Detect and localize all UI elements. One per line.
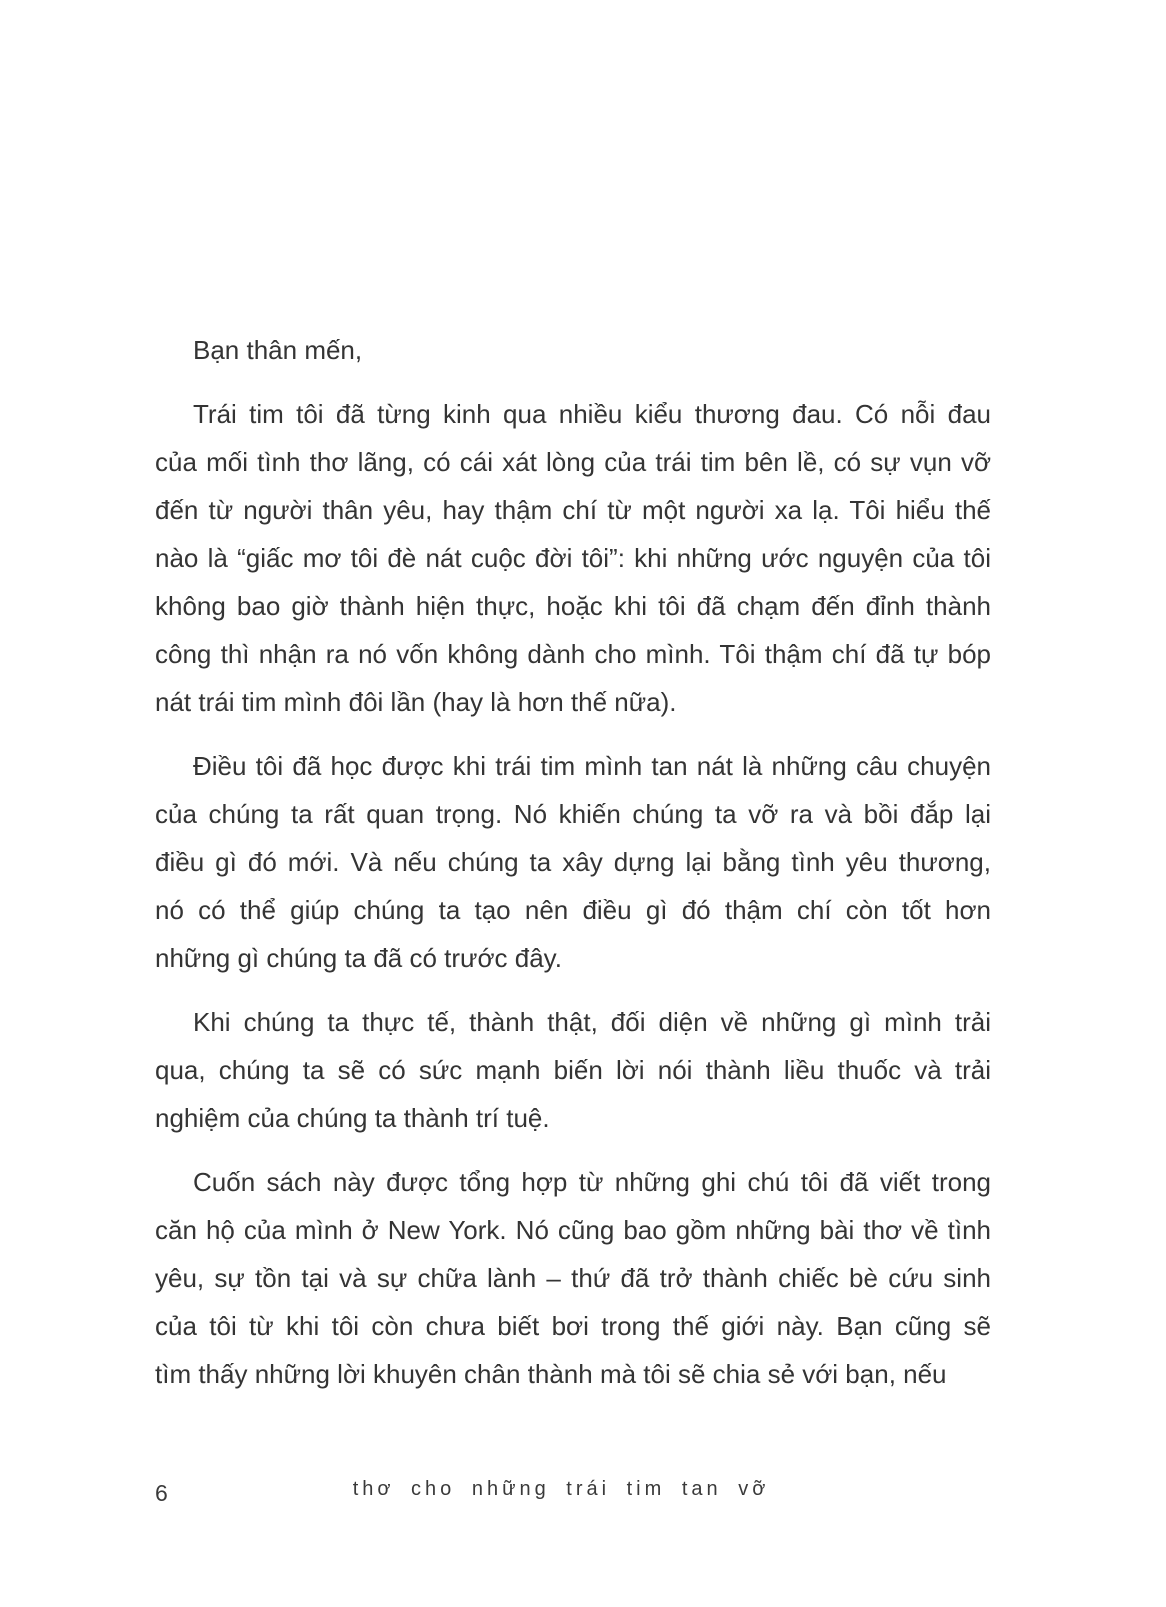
paragraph-3 xyxy=(155,998,991,1142)
text-line: Điều tôi đã học được khi trái tim mình tan nát là những câu chuyện xyxy=(193,751,991,781)
text-line: đến từ người thân yêu, hay thậm chí từ một người xa lạ. Tôi hiểu thế xyxy=(155,495,991,525)
text-line: tìm thấy những lời khuyên chân thành mà tôi sẽ chia sẻ với bạn, nếu xyxy=(155,1359,947,1389)
text-line: công thì nhận ra nó vốn không dành cho mình. Tôi thậm chí đã tự bóp xyxy=(155,639,991,669)
letter-body xyxy=(155,326,991,1414)
text-line: của tôi từ khi tôi còn chưa biết bơi trong thế giới này. Bạn cũng sẽ xyxy=(155,1311,991,1341)
text-line: yêu, sự tồn tại và sự chữa lành – thứ đã trở thành chiếc bè cứu sinh xyxy=(155,1263,991,1293)
paragraph-2 xyxy=(155,742,991,982)
salutation xyxy=(155,326,991,374)
text-line: Cuốn sách này được tổng hợp từ những ghi chú tôi đã viết trong xyxy=(193,1167,991,1197)
text-line: nó có thể giúp chúng ta tạo nên điều gì đó thậm chí còn tốt hơn xyxy=(155,895,991,925)
text-line: Bạn thân mến, xyxy=(193,335,363,365)
paragraph-1 xyxy=(155,390,991,726)
page-number: 6 xyxy=(155,1480,168,1506)
text-line: qua, chúng ta sẽ có sức mạnh biến lời nói thành liều thuốc và trải xyxy=(155,1055,991,1085)
text-line: không bao giờ thành hiện thực, hoặc khi tôi đã chạm đến đỉnh thành xyxy=(155,591,991,621)
text-line: nghiệm của chúng ta thành trí tuệ. xyxy=(155,1103,550,1133)
text-line: của mối tình thơ lãng, có cái xát lòng của trái tim bên lề, có sự vụn vỡ xyxy=(155,447,991,477)
text-line: nào là “giấc mơ tôi đè nát cuộc đời tôi”: khi những ước nguyện của tôi xyxy=(155,543,991,573)
paragraph-4 xyxy=(155,1158,991,1398)
text-line: căn hộ của mình ở New York. Nó cũng bao gồm những bài thơ về tình xyxy=(155,1215,991,1245)
page-footer xyxy=(155,1478,991,1512)
text-line: những gì chúng ta đã có trước đây. xyxy=(155,943,562,973)
text-line: Trái tim tôi đã từng kinh qua nhiều kiểu thương đau. Có nỗi đau xyxy=(193,399,991,429)
text-line: nát trái tim mình đôi lần (hay là hơn thế nữa). xyxy=(155,687,677,717)
running-title: thơ cho những trái tim tan vỡ xyxy=(352,1478,770,1500)
text-line: Khi chúng ta thực tế, thành thật, đối diện về những gì mình trải xyxy=(193,1007,991,1037)
text-line: của chúng ta rất quan trọng. Nó khiến chúng ta vỡ ra và bồi đắp lại xyxy=(155,799,991,829)
text-line: điều gì đó mới. Và nếu chúng ta xây dựng lại bằng tình yêu thương, xyxy=(155,847,991,877)
